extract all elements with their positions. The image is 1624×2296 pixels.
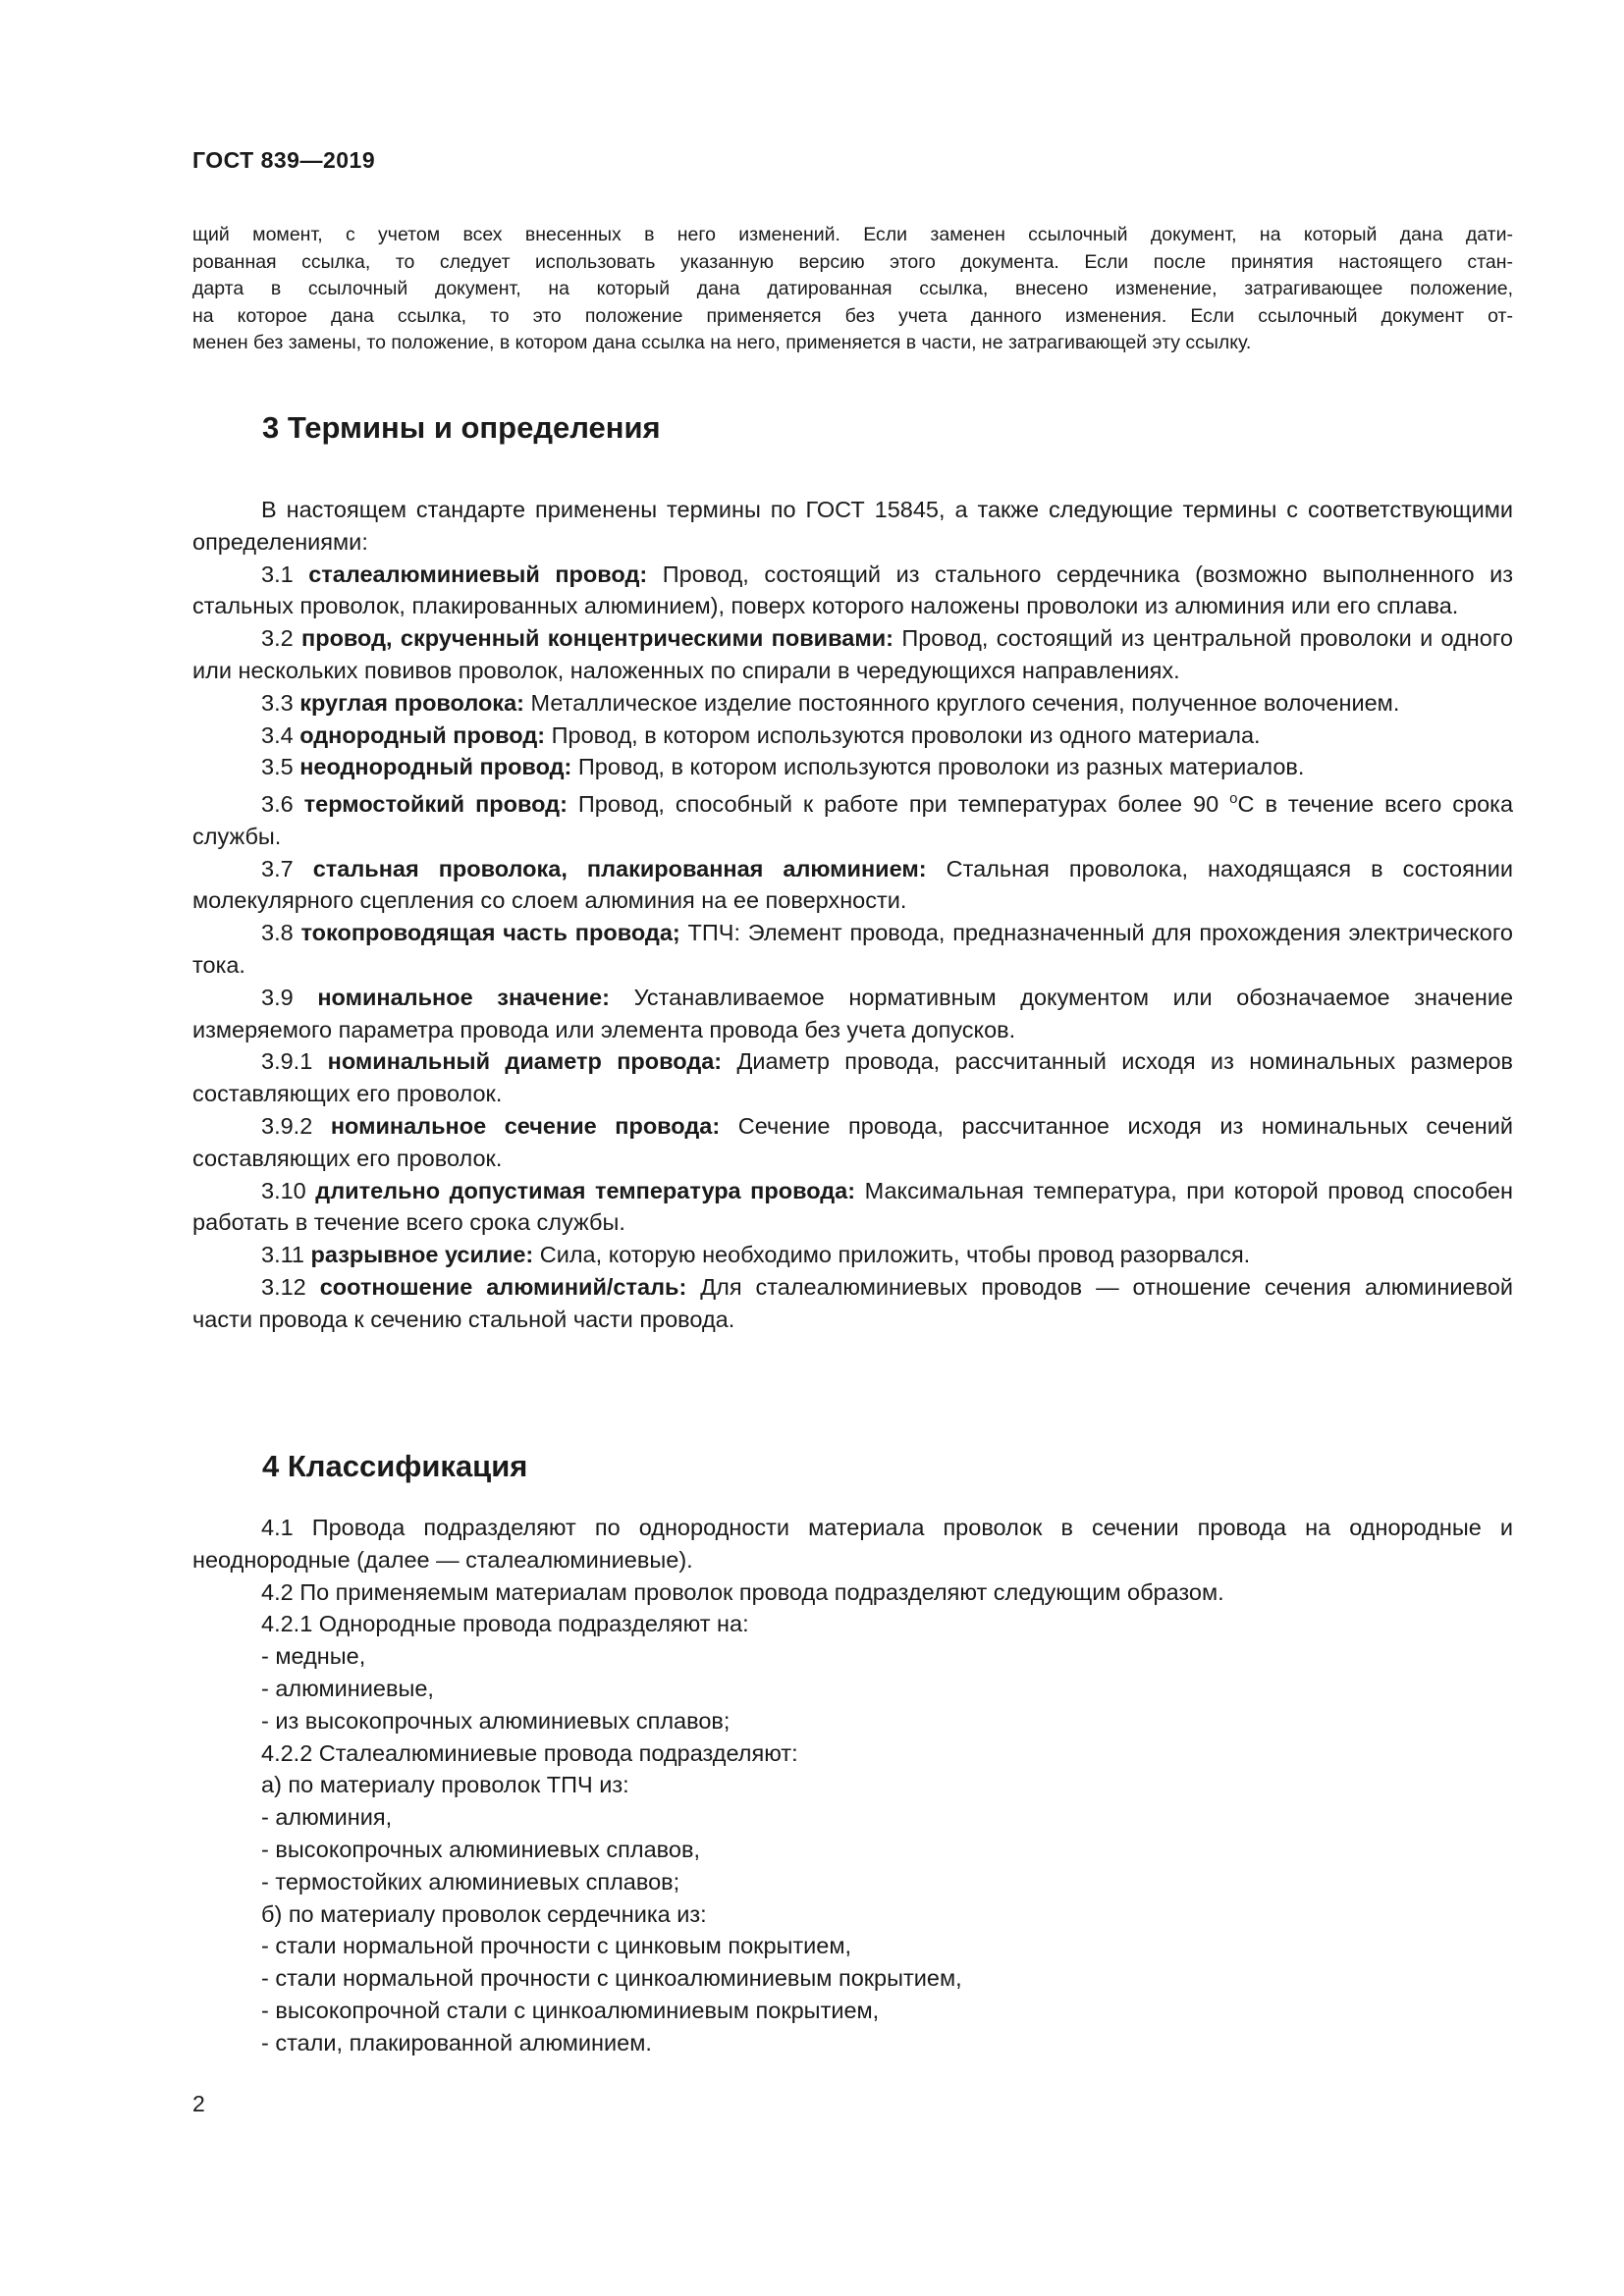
classification-list-item: а) по материалу проволок ТПЧ из: (261, 1772, 629, 1798)
term-number: 3.8 (261, 920, 294, 946)
term-name: провод, скрученный концентрическими повивами: (301, 625, 893, 652)
term-name: сталеалюминиевый провод: (308, 561, 648, 587)
term-name: термостойкий провод: (303, 791, 568, 817)
term-definition (192, 622, 1513, 687)
classification-list-item: - стали нормальной прочности с цинкоалюминиевым покрытием, (261, 1965, 962, 1992)
classification-section (192, 1512, 1513, 2059)
term-name: однородный провод: (299, 721, 546, 748)
term-definition (192, 1175, 1513, 1240)
intro-line: на которое дана ссылка, то это положение применяется без учета данного изменения. Если ссылочный документ от- (192, 304, 1513, 327)
term-text: Для сталеалюминиевых проводов — отношение сечения алюминиевой части провода к сечению стальной части провода. (192, 1273, 1514, 1332)
document-header: ГОСТ 839—2019 (192, 147, 376, 173)
term-text: Диаметр провода, рассчитанный исходя из номинальных размеров составляющих его проволок. (192, 1048, 1514, 1107)
term-name: разрывное усилие: (310, 1242, 534, 1268)
term-number: 3.4 (261, 721, 294, 748)
intro-line: дарта в ссылочный документ, на который дана датированная ссылка, внесено изменение, затрагивающее положение, (192, 278, 1513, 300)
classification-list-item: 4.2.1 Однородные провода подразделяют на: (261, 1611, 749, 1637)
term-number: 3.6 (261, 791, 294, 817)
term-definition (192, 783, 1513, 852)
term-name: номинальное сечение провода: (330, 1112, 721, 1139)
term-definition (192, 1045, 1513, 1110)
classification-list-item: - из высокопрочных алюминиевых сплавов; (261, 1707, 731, 1734)
term-definition (192, 687, 1513, 720)
term-number: 3.12 (261, 1273, 306, 1300)
section-4-title: 4 Классификация (262, 1449, 528, 1483)
terms-section (192, 494, 1513, 1336)
classification-list-item: 4.2.2 Сталеалюминиевые провода подразделяют: (261, 1739, 798, 1766)
term-text-tail: С в течение всего срока службы. (192, 791, 1514, 849)
term-name: круглая проволока: (299, 689, 524, 716)
classification-paragraph: 4.1 Провода подразделяют по однородности материала проволок в сечении провода на однородные и неоднородные (далее — сталеалюминиевые). (192, 1515, 1513, 1573)
classification-list-item: - термостойких алюминиевых сплавов; (261, 1868, 680, 1895)
term-number: 3.7 (261, 855, 294, 881)
term-text: Сечение провода, рассчитанное исходя из номинальных сечений составляющих его проволок. (192, 1112, 1513, 1171)
term-name: токопроводящая часть провода; (300, 920, 680, 946)
term-name: соотношение алюминий/сталь: (319, 1273, 687, 1300)
term-text: Провод, в котором используются проволоки из одного материала. (551, 721, 1261, 748)
classification-paragraph: 4.2 По применяемым материалам проволок провода подразделяют следующим образом. (261, 1578, 1224, 1605)
term-text: ТПЧ: Элемент провода, предназначенный для прохождения электрического тока. (192, 920, 1514, 978)
term-text: Устанавливаемое нормативным документом или обозначаемое значение измеряемого параметра провода или элемента провода без учета допусков. (192, 984, 1514, 1042)
intro-line: рованная ссылка, то следует использовать указанную версию этого документа. Если после принятия настоящего стан- (192, 250, 1513, 273)
section-3-title: 3 Термины и определения (262, 410, 661, 445)
intro-line: менен без замены, то положение, в котором дана ссылка на него, применяется в части, не затрагивающей эту ссылку. (192, 332, 1252, 354)
term-definition (192, 853, 1513, 918)
term-text: Провод, состоящий из центральной проволоки и одного или нескольких повивов проволок, наложенных по спирали в чередующихся направлениях. (192, 625, 1513, 683)
term-definition (192, 917, 1513, 982)
term-name: номинальное значение: (317, 984, 610, 1010)
term-text: Металлическое изделие постоянного круглого сечения, полученное волочением. (530, 689, 1400, 716)
term-definition (192, 1110, 1513, 1175)
classification-list-item: - алюминиевые, (261, 1675, 434, 1701)
terms-lead: В настоящем стандарте применены термины по ГОСТ 15845, а также следующие термины с соответствующими определениями: (192, 497, 1513, 555)
term-number: 3.10 (261, 1177, 306, 1203)
term-name: неоднородный провод: (299, 754, 572, 780)
term-text: Провод, способный к работе при температурах более 90 (577, 791, 1219, 817)
term-name: стальная проволока, плакированная алюминием: (312, 855, 927, 881)
term-number: 3.5 (261, 754, 294, 780)
classification-list-item: б) по материалу проволок сердечника из: (261, 1900, 707, 1927)
term-name: номинальный диаметр провода: (327, 1048, 723, 1075)
term-text: Максимальная температура, при которой провод способен работать в течение всего срока службы. (192, 1177, 1513, 1236)
classification-list-item: - стали, плакированной алюминием. (261, 2029, 652, 2056)
term-number: 3.11 (261, 1242, 304, 1268)
term-text: Сила, которую необходимо приложить, чтобы провод разорвался. (539, 1242, 1251, 1268)
term-number: 3.9.1 (261, 1048, 313, 1075)
classification-list-item: - стали нормальной прочности с цинковым покрытием, (261, 1933, 852, 1959)
classification-list-item: - алюминия, (261, 1804, 393, 1831)
term-number: 3.3 (261, 689, 294, 716)
classification-list-item: - высокопрочной стали с цинкоалюминиевым покрытием, (261, 1997, 880, 2023)
term-definition (192, 751, 1513, 783)
term-number: 3.2 (261, 625, 294, 652)
term-definition (192, 982, 1513, 1046)
term-definition (192, 1271, 1513, 1336)
term-number: 3.9 (261, 984, 294, 1010)
classification-list-item: - высокопрочных алюминиевых сплавов, (261, 1836, 700, 1862)
degree-superscript: о (1229, 790, 1238, 808)
intro-paragraph (192, 222, 1513, 357)
classification-list-item: - медные, (261, 1643, 366, 1670)
term-text: Стальная проволока, находящаяся в состоянии молекулярного сцепления со слоем алюминия на ее поверхности. (192, 855, 1514, 914)
term-name: длительно допустимая температура провода: (315, 1177, 856, 1203)
term-number: 3.1 (261, 561, 294, 587)
term-definition (192, 720, 1513, 752)
term-text: Провод, в котором используются проволоки из разных материалов. (577, 754, 1305, 780)
page-number: 2 (192, 2091, 205, 2116)
term-text: Провод, состоящий из стального сердечника (возможно выполненного из стальных проволок, плакированных алюминием), поверх которого наложены проволоки из алюминия или его сплава. (192, 561, 1513, 619)
term-definition (192, 1239, 1513, 1271)
term-number: 3.9.2 (261, 1112, 313, 1139)
intro-line: щий момент, с учетом всех внесенных в него изменений. Если заменен ссылочный документ, на который дана дати- (192, 224, 1513, 245)
term-definition (192, 559, 1513, 623)
